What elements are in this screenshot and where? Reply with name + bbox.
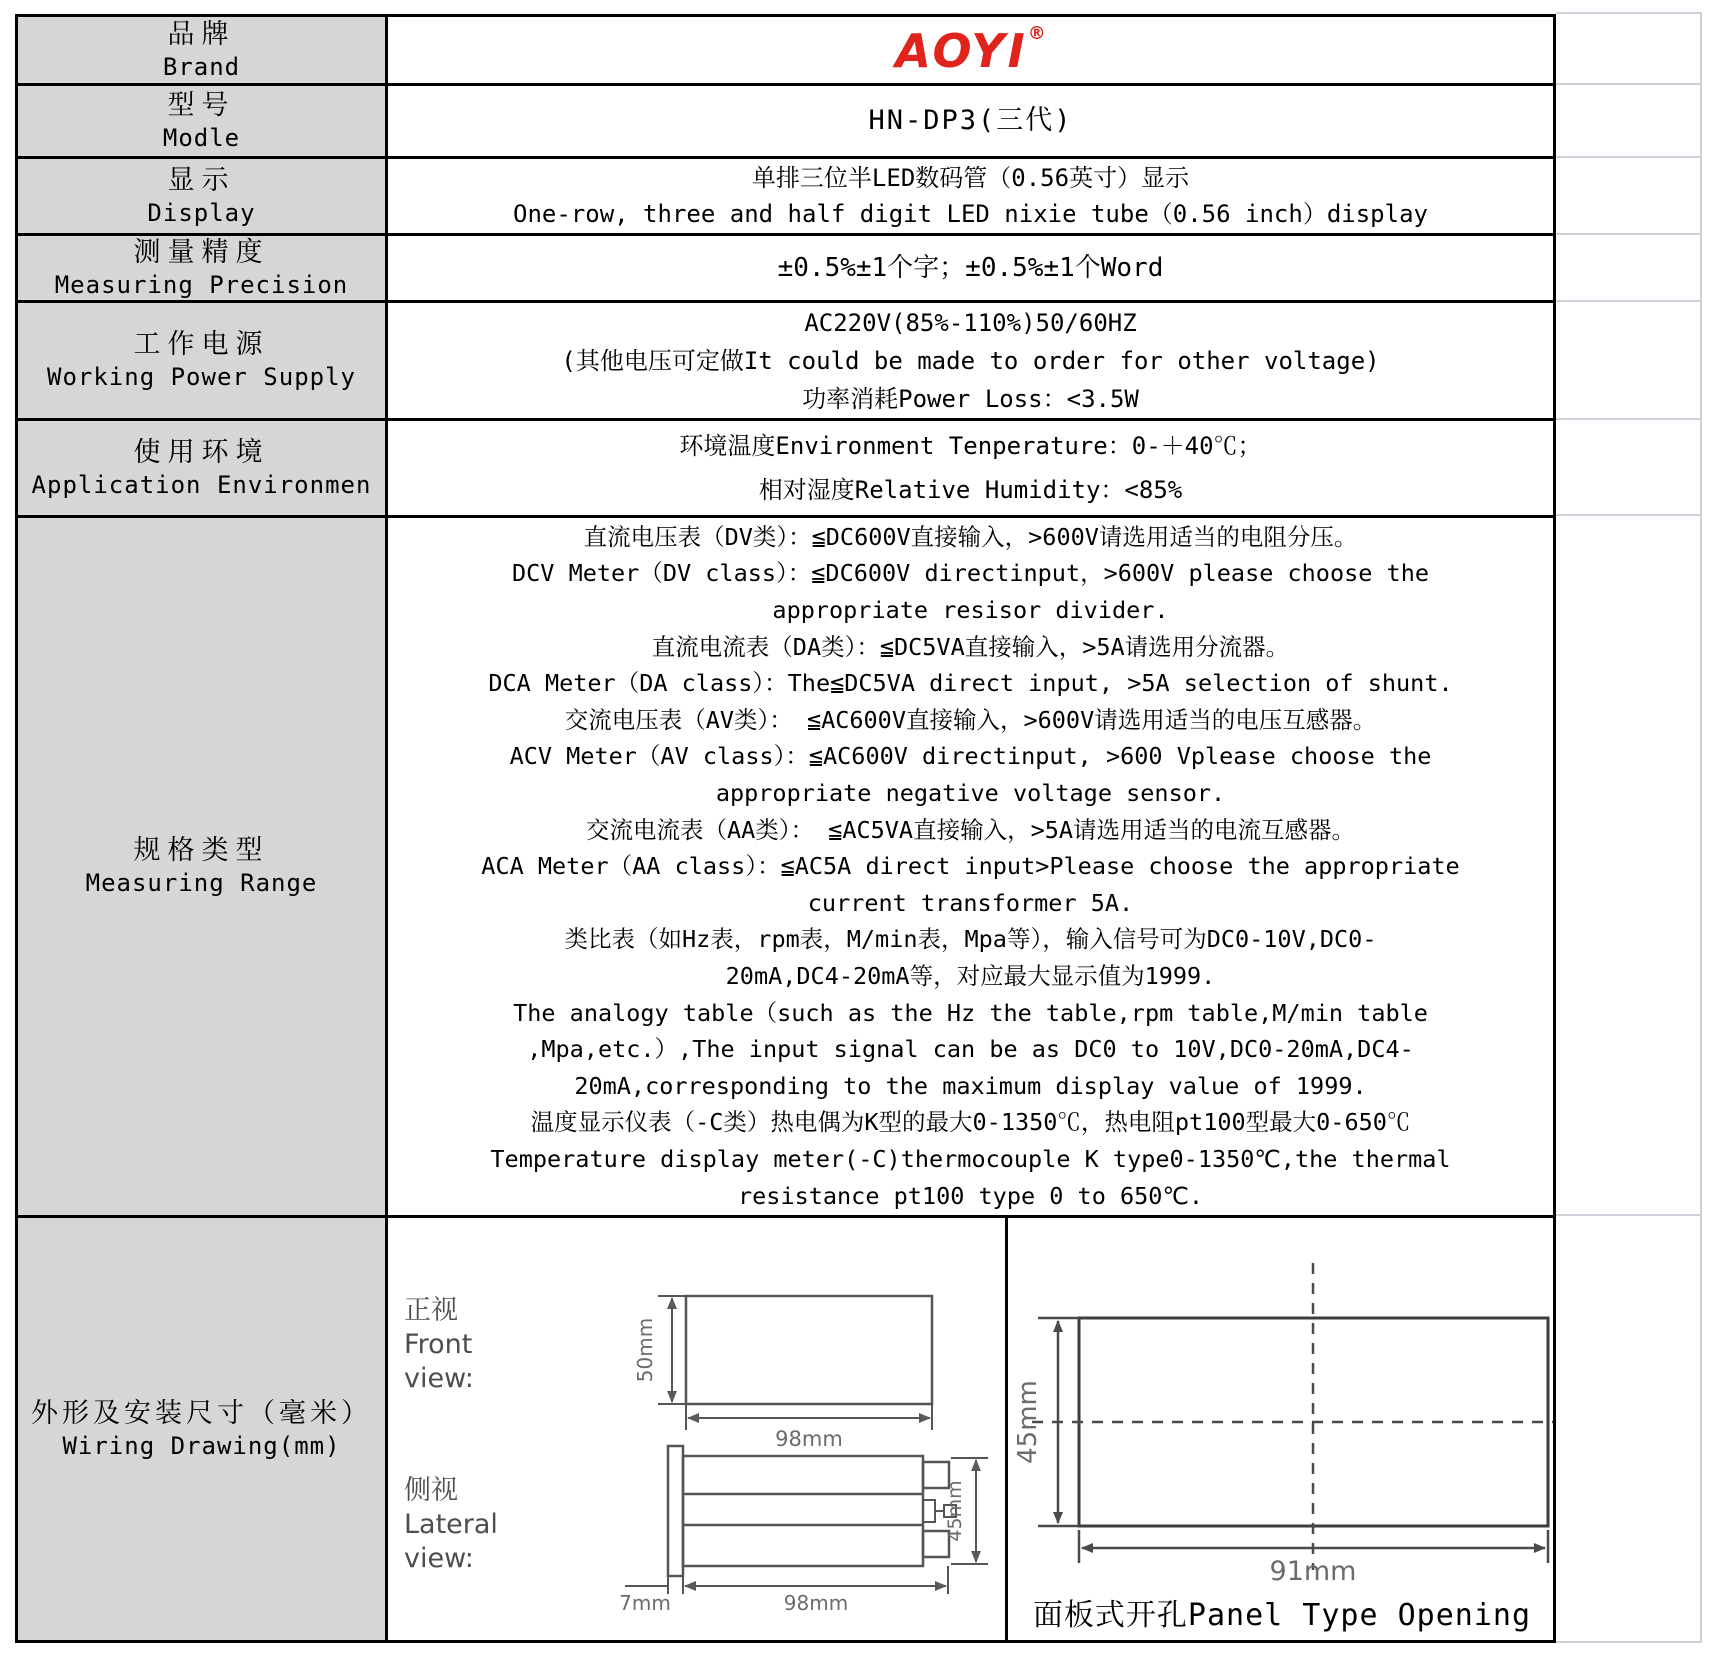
brand-label-zh: 品牌 <box>167 18 236 50</box>
range-value-line: 交流电流表（AA类）： ≦AC5VA直接输入，>5A请选用适当的电流互感器。 <box>585 815 1356 844</box>
row-drawing-value <box>388 1218 1553 1640</box>
ghost-cell <box>1556 420 1700 517</box>
ghost-cell <box>1556 516 1700 1215</box>
outline-drawings-cell <box>388 1218 1008 1640</box>
model-label-en: Modle <box>162 123 241 152</box>
svg-text:45mm: 45mm <box>944 1480 966 1542</box>
range-value-line: 20mA,corresponding to the maximum display value of 1999. <box>574 1071 1367 1100</box>
panel-opening-caption: 面板式开孔Panel Type Opening <box>1032 1598 1532 1633</box>
range-value-line: resistance pt100 type 0 to 650℃. <box>738 1181 1203 1210</box>
range-label-zh: 规格类型 <box>133 835 270 866</box>
range-value-line: 直流电流表（DA类）：≦DC5VA直接输入，>5A请选用分流器。 <box>651 632 1290 661</box>
range-value-line: DCV Meter（DV class）：≦DC600V directinput，>600V please choose the <box>512 559 1429 588</box>
environment-value-line: 相对湿度Relative Humidity：<85% <box>758 476 1183 504</box>
range-value-line: 类比表（如Hz表，rpm表，M/min表，Mpa等），输入信号可为DC0-10V,DC0- <box>564 925 1377 954</box>
precision-value: ±0.5%±1个字；±0.5%±1个Word <box>777 253 1164 283</box>
row-model-value <box>388 86 1553 159</box>
range-value-line: 20mA,DC4-20mA等，对应最大显示值为1999. <box>725 961 1216 990</box>
power-value-line: 功率消耗Power Loss：<3.5W <box>802 384 1139 413</box>
row-precision-label <box>18 236 388 303</box>
row-range-value <box>388 518 1553 1218</box>
range-value-line: appropriate resisor divider. <box>772 596 1169 625</box>
spreadsheet-ghost-column <box>1556 12 1702 1643</box>
environment-label-zh: 使用环境 <box>133 436 270 468</box>
ghost-cell <box>1556 235 1700 302</box>
display-value-line: 单排三位半LED数码管（0.56英寸）显示 <box>751 164 1190 192</box>
range-value-line: ACA Meter（AA class）：≦AC5A direct input>Please choose the appropriate <box>481 852 1460 881</box>
range-label-en: Measuring Range <box>85 869 318 897</box>
range-value-line: current transformer 5A. <box>807 888 1134 917</box>
row-model-label <box>18 86 388 159</box>
row-precision-value <box>388 236 1553 303</box>
range-value-line: appropriate negative voltage sensor. <box>715 779 1226 808</box>
row-display-label <box>18 159 388 236</box>
row-range-label <box>18 518 388 1218</box>
row-brand-value <box>388 17 1553 86</box>
power-label-zh: 工作电源 <box>133 329 270 360</box>
aoyi-logo: AOYI® <box>895 22 1046 78</box>
svg-text:98mm: 98mm <box>775 1427 843 1451</box>
spec-table <box>15 14 1556 1643</box>
panel-opening-diagram <box>1008 1218 1553 1598</box>
row-environment-value <box>388 421 1553 518</box>
lateral-view-label: 侧视 Lateral view: <box>404 1475 498 1574</box>
range-value-line: Temperature display meter(-C)thermocouple K type0-1350℃,the thermal <box>490 1144 1451 1173</box>
row-power-value <box>388 303 1553 421</box>
row-power-label <box>18 303 388 421</box>
svg-text:50mm: 50mm <box>633 1317 657 1383</box>
range-value-line: The analogy table（such as the Hz the table,rpm table,M/min table <box>513 998 1428 1027</box>
model-value: HN-DP3(三代) <box>868 105 1073 136</box>
display-label-zh: 显示 <box>167 164 236 196</box>
svg-text:45mm: 45mm <box>1013 1380 1043 1464</box>
power-value-line: AC220V(85%-110%)50/60HZ <box>804 308 1137 337</box>
row-environment-label <box>18 421 388 518</box>
ghost-cell <box>1556 1216 1700 1643</box>
front-view-label: 正视 Front view: <box>404 1295 474 1394</box>
drawing-label-zh: 外形及安装尺寸（毫米） <box>31 1397 372 1429</box>
precision-label-zh: 测量精度 <box>133 236 270 268</box>
panel-opening-cell <box>1008 1218 1553 1640</box>
ghost-cell <box>1556 158 1700 235</box>
power-value-line: (其他电压可定做It could be made to order for other voltage) <box>561 346 1380 375</box>
row-display-value <box>388 159 1553 236</box>
range-value-line: 温度显示仪表（-C类）热电偶为K型的最大0-1350℃，热电阻pt100型最大0-650℃ <box>530 1108 1411 1137</box>
drawing-label-en: Wiring Drawing(mm) <box>62 1431 341 1460</box>
svg-text:98mm: 98mm <box>783 1591 849 1615</box>
brand-label-en: Brand <box>162 52 241 81</box>
environment-label-en: Application Environmen <box>31 470 372 499</box>
row-brand-label <box>18 17 388 86</box>
row-drawing-label <box>18 1218 388 1640</box>
range-value-line: 交流电压表（AV类）： ≦AC600V直接输入，>600V请选用适当的电压互感器。 <box>564 705 1377 734</box>
display-value-line: One-row, three and half digit LED nixie tube（0.56 inch）display <box>513 200 1428 228</box>
registered-mark: ® <box>1027 22 1046 44</box>
model-label-zh: 型号 <box>167 89 236 121</box>
environment-value-line: 环境温度Environment Tenperature：0-＋40℃； <box>679 432 1262 460</box>
svg-text:91mm: 91mm <box>1269 1556 1357 1587</box>
display-label-en: Display <box>147 198 256 227</box>
range-value-line: ACV Meter（AV class）：≦AC600V directinput, >600 Vplease choose the <box>509 742 1432 771</box>
range-value-line: 直流电压表（DV类）：≦DC600V直接输入，>600V请选用适当的电阻分压。 <box>583 522 1358 551</box>
ghost-cell <box>1556 85 1700 158</box>
range-value-line: ,Mpa,etc.）,The input signal can be as DC0 to 10V,DC0-20mA,DC4- <box>527 1035 1414 1064</box>
ghost-cell <box>1556 302 1700 420</box>
svg-text:7mm: 7mm <box>619 1591 671 1615</box>
power-label-en: Working Power Supply <box>47 363 356 391</box>
precision-label-en: Measuring Precision <box>54 270 349 299</box>
ghost-cell <box>1556 14 1700 85</box>
range-value-line: DCA Meter（DA class）：The≦DC5VA direct input, >5A selection of shunt. <box>488 669 1453 698</box>
